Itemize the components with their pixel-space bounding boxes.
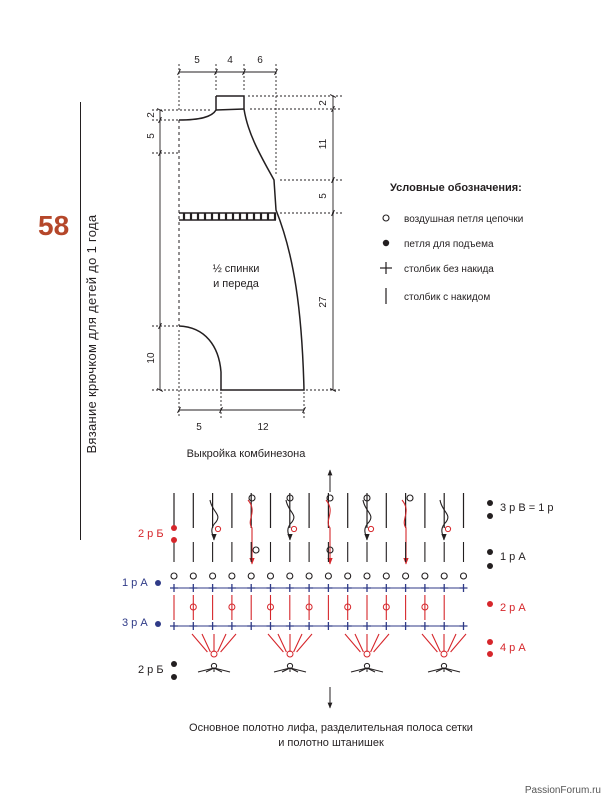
chain-symbol: [229, 573, 235, 579]
turning-dot-red: [171, 537, 177, 543]
fan-stitch-red: [221, 634, 236, 652]
legend-label-chain: воздушная петля цепочки: [404, 214, 524, 225]
stitch-chart: [155, 493, 493, 680]
legend-item-turning: [383, 239, 494, 250]
turning-dot-red: [487, 601, 493, 607]
turning-dot-red: [487, 651, 493, 657]
chain-symbol: [441, 573, 447, 579]
chain-symbol: [211, 663, 216, 668]
chain-symbol: [287, 663, 292, 668]
chain-symbol: [253, 547, 259, 553]
turning-dot: [171, 661, 177, 667]
chain-symbol: [287, 573, 293, 579]
right-label-1: 3 р В = 1 р: [500, 502, 554, 514]
chain-symbol: [248, 573, 254, 579]
fan-stitch-red: [422, 634, 437, 652]
top-dim-3: 6: [257, 55, 263, 66]
left-dim-2: 5: [146, 133, 157, 139]
fan-stitch-red: [371, 634, 379, 652]
fan-stitch-red: [202, 634, 210, 652]
right-label-4: 4 р А: [500, 642, 526, 654]
chain-symbol: [461, 573, 467, 579]
turning-dot: [487, 500, 493, 506]
chain-symbol: [210, 573, 216, 579]
chain-symbol: [403, 573, 409, 579]
left-dimensions: [152, 110, 221, 390]
fan-stitch: [351, 668, 367, 672]
bottom-dim-2: 12: [257, 422, 269, 433]
open-circle-icon: [383, 215, 389, 221]
chain-symbol: [306, 573, 312, 579]
legend-label-sc: столбик без накида: [404, 264, 494, 275]
chain-symbol: [422, 573, 428, 579]
chain-symbol-red: [445, 526, 450, 531]
chain-symbol: [325, 573, 331, 579]
turning-dot: [487, 513, 493, 519]
pattern-inside-line1: ½ спинки: [212, 263, 260, 275]
chain-symbol: [364, 663, 369, 668]
legend-item-sc: [380, 262, 494, 275]
left-label-1: 2 р Б: [138, 528, 164, 540]
chain-symbol: [345, 573, 351, 579]
fan-stitch: [274, 668, 290, 672]
fan-stitch-red: [268, 634, 283, 652]
side-title: Вязание крючком для детей до 1 года: [84, 214, 99, 454]
chain-symbol: [249, 495, 255, 501]
turning-dot-red: [487, 639, 493, 645]
fan-stitch: [444, 668, 460, 672]
fan-stitch: [428, 668, 444, 672]
pattern-caption: Выкройка комбинезона: [186, 448, 306, 460]
fan-stitch: [290, 668, 306, 672]
right-dim-4: 27: [318, 296, 329, 308]
chain-symbol: [383, 573, 389, 579]
chart-caption-line2: и полотно штанишек: [278, 737, 384, 749]
fan-stitch: [198, 668, 214, 672]
legend-label-dc: столбик с накидом: [404, 292, 491, 303]
fan-stitch-red: [355, 634, 363, 652]
legend-item-chain: [383, 214, 523, 225]
right-label-2: 1 р А: [500, 551, 526, 563]
chain-loop: [210, 500, 218, 540]
chain-symbol-red: [368, 526, 373, 531]
fan-stitch-red: [448, 634, 456, 652]
fan-stitch-red: [432, 634, 440, 652]
filled-dot-icon: [383, 240, 389, 246]
chain-symbol-red: [215, 526, 220, 531]
turning-dot-blue: [155, 580, 161, 586]
page-number: 58: [38, 210, 70, 241]
bottom-dim-1: 5: [196, 422, 202, 433]
top-dim-1: 5: [194, 55, 200, 66]
chain-symbol: [441, 663, 446, 668]
left-dim-3: 10: [146, 352, 157, 364]
fan-stitch: [214, 668, 230, 672]
turning-dot-blue: [155, 621, 161, 627]
fan-stitch-red: [345, 634, 360, 652]
turning-dot: [487, 563, 493, 569]
plus-icon: [380, 262, 392, 274]
pattern-outline: [179, 96, 304, 390]
watermark: PassionForum.ru: [524, 785, 601, 796]
legend-label-turning: петля для подъема: [404, 239, 494, 250]
right-label-3: 2 р А: [500, 602, 526, 614]
turning-dot: [171, 674, 177, 680]
legend-item-dc: [386, 288, 490, 304]
left-dim-1: 2: [146, 112, 157, 118]
pattern-inside-line2: и переда: [213, 278, 259, 290]
fan-stitch-red: [294, 634, 302, 652]
left-label-4: 2 р Б: [138, 664, 164, 676]
bottom-dimensions: [179, 330, 304, 418]
turning-dot: [487, 549, 493, 555]
legend-title: Условные обозначения:: [390, 182, 522, 194]
chart-caption-line1: Основное полотно лифа, разделительная полоса сетки: [189, 722, 473, 734]
fan-stitch-red: [297, 634, 312, 652]
chain-symbol-red: [291, 526, 296, 531]
left-label-2: 1 р А: [122, 577, 148, 589]
chain-symbol: [407, 495, 413, 501]
right-dim-1: 2: [318, 100, 329, 106]
right-dim-2: 11: [318, 138, 329, 150]
chain-symbol: [268, 573, 274, 579]
fan-stitch: [367, 668, 383, 672]
fan-stitch-red: [374, 634, 389, 652]
chain-symbol: [190, 573, 196, 579]
fan-stitch-red: [218, 634, 226, 652]
top-dim-2: 4: [227, 55, 233, 66]
chain-symbol: [364, 573, 370, 579]
fan-stitch-red: [278, 634, 286, 652]
net-band: [179, 213, 276, 220]
fan-stitch-red: [451, 634, 466, 652]
right-dim-3: 5: [318, 193, 329, 199]
left-label-3: 3 р А: [122, 617, 148, 629]
turning-dot-red: [171, 525, 177, 531]
chain-symbol: [171, 573, 177, 579]
fan-stitch-red: [192, 634, 207, 652]
